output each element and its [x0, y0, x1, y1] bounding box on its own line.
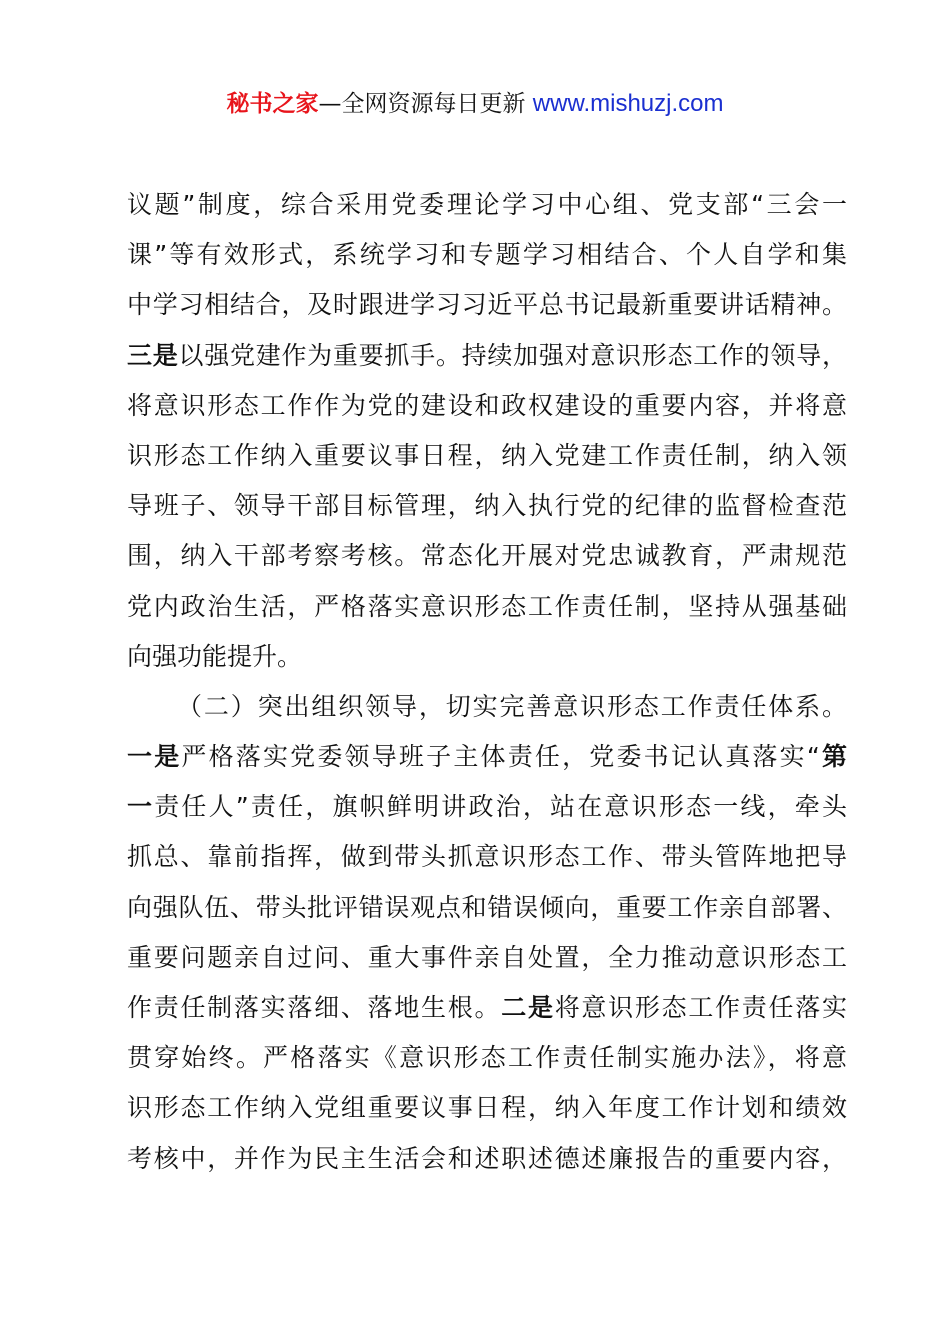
text-line: 党内政治生活，严格落实意识形态工作责任制，坚持从强基础: [127, 591, 847, 621]
text-line: 中学习相结合，及时跟进学习习近平总书记最新重要讲话精神。: [127, 290, 847, 320]
text-line: 课”等有效形式，系统学习和专题学习相结合、个人自学和集: [127, 240, 847, 270]
text-line: 向强功能提升。: [127, 641, 303, 671]
bold-trail: 第: [819, 742, 847, 772]
brand-name: 秘书之家: [226, 91, 319, 117]
text-line: 向强队伍、带头批评错误观点和错误倾向，重要工作亲自部署、: [127, 892, 847, 922]
bold-lead: 一是: [127, 742, 182, 772]
text-line: 识形态工作纳入重要议事日程，纳入党建工作责任制，纳入领: [127, 440, 847, 470]
section-heading: （二）突出组织领导，切实完善意识形态工作责任体系。: [177, 691, 847, 721]
text-line: 贯穿始终。严格落实《意识形态工作责任制实施办法》，将意: [127, 1043, 847, 1073]
bold-lead: 一: [127, 792, 155, 822]
document-body: [127, 180, 847, 1184]
bold-lead: 三是: [127, 340, 179, 370]
bold-inline: 二是: [501, 993, 555, 1022]
text-line: 抓总、靠前指挥，做到带头抓意识形态工作、带头管阵地把导: [127, 842, 847, 872]
text-line: 重要问题亲自过问、重大事件亲自处置，全力推动意识形态工: [127, 942, 847, 972]
text-line: 议题”制度，综合采用党委理论学习中心组、党支部“三会一: [127, 190, 847, 219]
text-line: 作责任制落实落细、落地生根。二是将意识形态工作责任落实: [127, 993, 847, 1022]
site-url-link[interactable]: www.mishuzj.com: [532, 90, 724, 117]
text-line: 一是严格落实党委领导班子主体责任，党委书记认真落实“第: [127, 742, 847, 772]
text-line: 将意识形态工作作为党的建设和政权建设的重要内容，并将意: [127, 390, 847, 420]
text-line: 考核中，并作为民主生活会和述职述德述廉报告的重要内容，: [127, 1143, 847, 1173]
text-line: 围，纳入干部考察考核。常态化开展对党忠诚教育，严肃规范: [127, 541, 847, 571]
text-line: 三是以强党建作为重要抓手。持续加强对意识形态工作的领导，: [127, 340, 847, 370]
site-header: [0, 86, 950, 122]
text-line: 识形态工作纳入党组重要议事日程，纳入年度工作计划和绩效: [127, 1093, 847, 1123]
header-tagline: —全网资源每日更新: [318, 91, 533, 117]
text-line: 一责任人”责任，旗帜鲜明讲政治，站在意识形态一线，牵头: [127, 792, 847, 822]
text-line: 导班子、领导干部目标管理，纳入执行党的纪律的监督检查范: [127, 491, 847, 521]
